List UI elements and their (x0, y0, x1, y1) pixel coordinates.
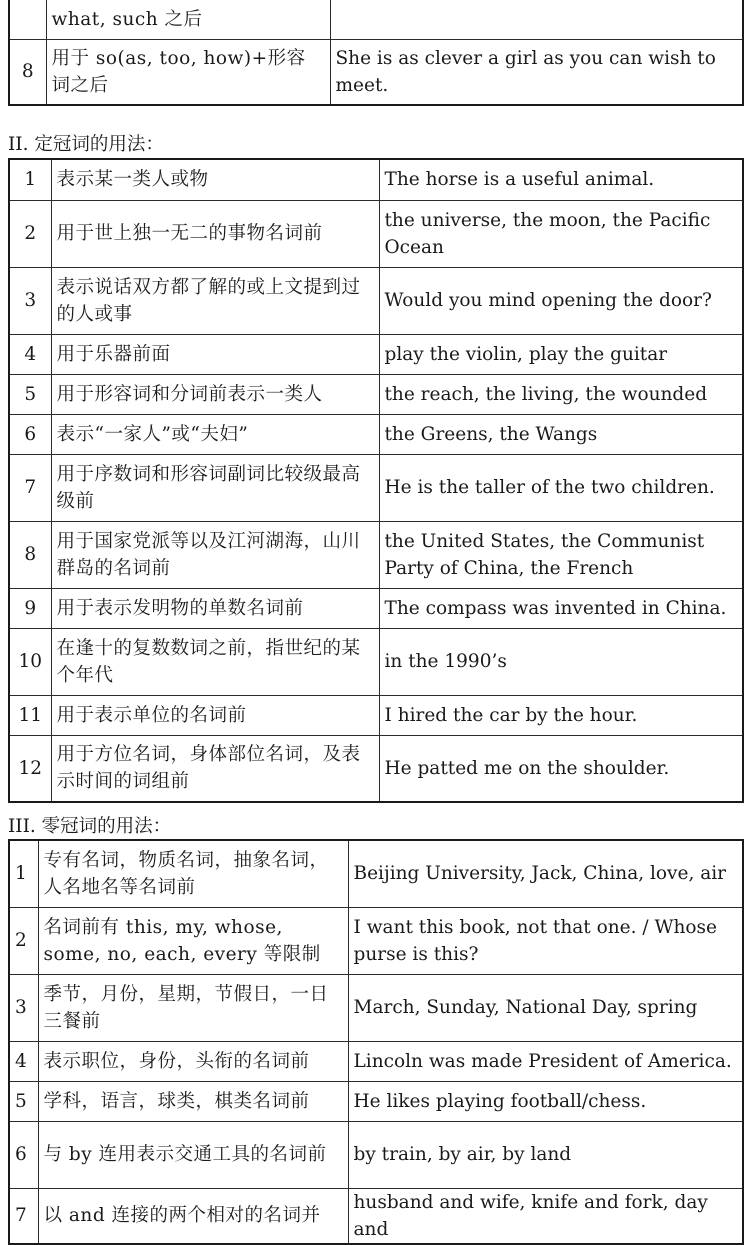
example-cell: He is the taller of the two children. (379, 454, 743, 521)
row-number: 1 (9, 159, 51, 200)
table-row (9, 521, 743, 588)
example-cell (330, 0, 743, 39)
row-number: 10 (9, 628, 51, 695)
table-row (9, 628, 743, 695)
row-number (9, 0, 46, 39)
table-row (9, 39, 743, 105)
example-cell: March, Sunday, National Day, spring (348, 974, 743, 1041)
example-cell: the Greens, the Wangs (379, 414, 743, 454)
table-row (9, 974, 743, 1041)
table-row (9, 159, 743, 200)
row-number: 2 (9, 907, 38, 974)
zero-article-table (8, 839, 744, 1245)
usage-cell: 学科，语言，球类，棋类名词前 (38, 1081, 348, 1121)
row-number: 12 (9, 735, 51, 802)
usage-cell: 季节，月份，星期，节假日，一日三餐前 (38, 974, 348, 1041)
usage-cell: 表示某一类人或物 (51, 159, 379, 200)
example-cell: Beijing University, Jack, China, love, air (348, 840, 743, 907)
row-number: 8 (9, 521, 51, 588)
example-cell: husband and wife, knife and fork, day and (348, 1188, 743, 1244)
example-cell: the United States, the Communist Party of China, the French (379, 521, 743, 588)
usage-cell: 专有名词，物质名词，抽象名词，人名地名等名词前 (38, 840, 348, 907)
table-row (9, 588, 743, 628)
usage-cell: 用于方位名词，身体部位名词，及表示时间的词组前 (51, 735, 379, 802)
example-cell: The compass was invented in China. (379, 588, 743, 628)
example-cell: by train, by air, by land (348, 1121, 743, 1188)
example-cell: I hired the car by the hour. (379, 695, 743, 735)
row-number: 7 (9, 454, 51, 521)
table-row (9, 200, 743, 267)
table-row (9, 1041, 743, 1081)
indefinite-article-table-continued (8, 0, 744, 106)
definite-article-table (8, 158, 744, 803)
usage-cell: 用于表示发明物的单数名词前 (51, 588, 379, 628)
usage-cell: what, such 之后 (46, 0, 330, 39)
table-row (9, 0, 743, 39)
example-cell: the universe, the moon, the Pacific Ocean (379, 200, 743, 267)
table-row (9, 907, 743, 974)
table-row (9, 1121, 743, 1188)
table-row (9, 334, 743, 374)
row-number: 3 (9, 267, 51, 334)
row-number: 6 (9, 1121, 38, 1188)
row-number: 4 (9, 334, 51, 374)
usage-cell: 表示职位，身份，头衔的名词前 (38, 1041, 348, 1081)
usage-cell: 用于乐器前面 (51, 334, 379, 374)
usage-cell: 以 and 连接的两个相对的名词并 (38, 1188, 348, 1244)
row-number: 4 (9, 1041, 38, 1081)
row-number: 5 (9, 374, 51, 414)
usage-cell: 用于 so(as, too, how)+形容词之后 (46, 39, 330, 105)
row-number: 7 (9, 1188, 38, 1244)
example-cell: He patted me on the shoulder. (379, 735, 743, 802)
table-row (9, 374, 743, 414)
table-row (9, 735, 743, 802)
table-row (9, 414, 743, 454)
row-number: 6 (9, 414, 51, 454)
row-number: 3 (9, 974, 38, 1041)
usage-cell: 与 by 连用表示交通工具的名词前 (38, 1121, 348, 1188)
table-row (9, 454, 743, 521)
table-row (9, 1081, 743, 1121)
example-cell: Lincoln was made President of America. (348, 1041, 743, 1081)
usage-cell: 在逢十的复数数词之前，指世纪的某个年代 (51, 628, 379, 695)
row-number: 1 (9, 840, 38, 907)
example-cell: play the violin, play the guitar (379, 334, 743, 374)
example-cell: I want this book, not that one. / Whose purse is this? (348, 907, 743, 974)
example-cell: the reach, the living, the wounded (379, 374, 743, 414)
usage-cell: 表示“一家人”或“夫妇” (51, 414, 379, 454)
example-cell: She is as clever a girl as you can wish to meet. (330, 39, 743, 105)
example-cell: Would you mind opening the door? (379, 267, 743, 334)
row-number: 2 (9, 200, 51, 267)
usage-cell: 用于国家党派等以及江河湖海，山川群岛的名词前 (51, 521, 379, 588)
usage-cell: 用于形容词和分词前表示一类人 (51, 374, 379, 414)
example-cell: He likes playing football/chess. (348, 1081, 743, 1121)
example-cell: in the 1990’s (379, 628, 743, 695)
row-number: 11 (9, 695, 51, 735)
row-number: 5 (9, 1081, 38, 1121)
usage-cell: 表示说话双方都了解的或上文提到过的人或事 (51, 267, 379, 334)
table-row (9, 1188, 743, 1244)
row-number: 8 (9, 39, 46, 105)
section-heading-definite-article: II. 定冠词的用法： (8, 134, 164, 155)
usage-cell: 用于序数词和形容词副词比较级最高级前 (51, 454, 379, 521)
row-number: 9 (9, 588, 51, 628)
usage-cell: 名词前有 this, my, whose, some, no, each, every 等限制 (38, 907, 348, 974)
usage-cell: 用于世上独一无二的事物名词前 (51, 200, 379, 267)
usage-cell: 用于表示单位的名词前 (51, 695, 379, 735)
table-row (9, 267, 743, 334)
example-cell: The horse is a useful animal. (379, 159, 743, 200)
section-heading-zero-article: III. 零冠词的用法： (8, 816, 172, 837)
table-row (9, 840, 743, 907)
table-row (9, 695, 743, 735)
